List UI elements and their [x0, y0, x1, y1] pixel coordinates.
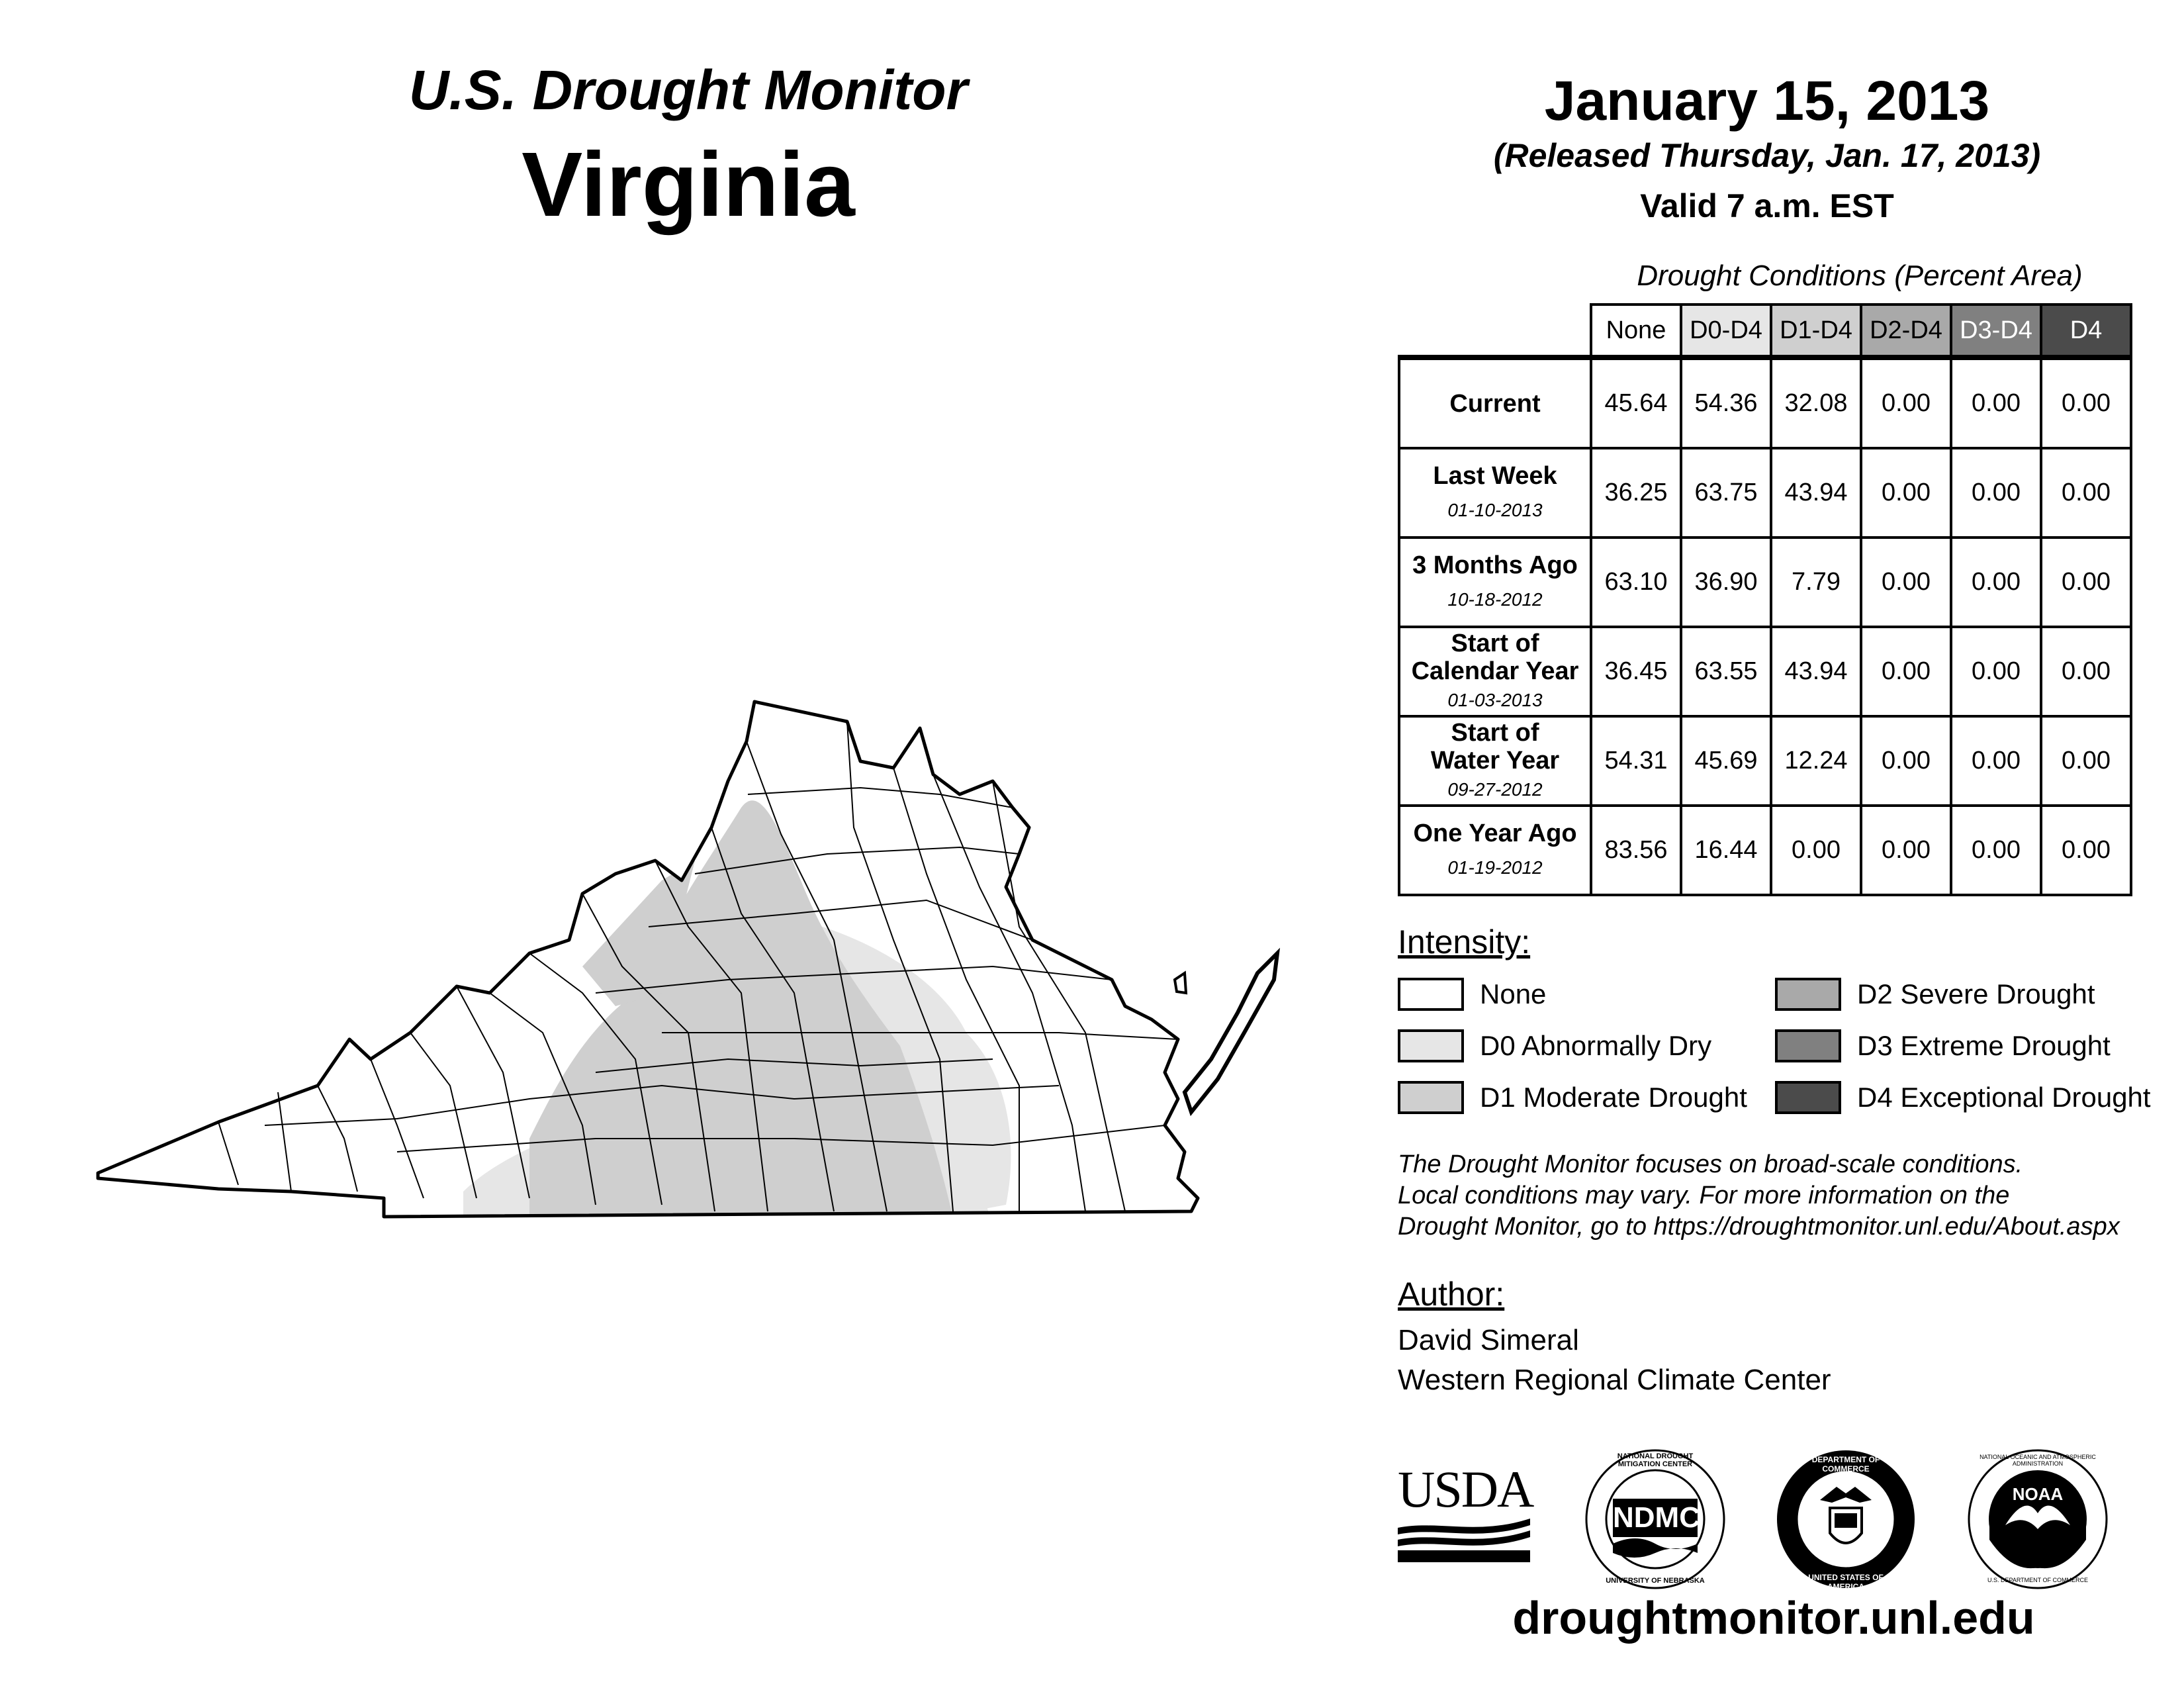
- column-header-d3-d4: D3-D4: [1951, 305, 2041, 357]
- island: [1175, 973, 1186, 993]
- table-header-row: [1399, 305, 2131, 357]
- row-date: 01-19-2012: [1447, 857, 1543, 878]
- valid-time: Valid 7 a.m. EST: [1640, 187, 1894, 224]
- row-label: Last Week 01-10-2013: [1399, 448, 1591, 538]
- map-title: Virginia: [522, 134, 855, 236]
- column-header-d4: D4: [2041, 305, 2131, 357]
- legend-label: D4 Exceptional Drought: [1857, 1082, 2151, 1113]
- table-cell: 0.00: [1771, 806, 1861, 895]
- table-cell: 63.55: [1681, 627, 1771, 716]
- table-cell: 0.00: [1861, 806, 1951, 895]
- table-cell: 36.90: [1681, 538, 1771, 627]
- row-date: 01-03-2013: [1447, 689, 1543, 710]
- map-date: January 15, 2013: [1544, 70, 1990, 132]
- legend-item-d4: [1775, 1079, 2151, 1116]
- table-corner: [1399, 305, 1591, 357]
- table-cell: 54.31: [1591, 716, 1681, 806]
- row-date: 10-18-2012: [1447, 588, 1543, 610]
- table-cell: 0.00: [2041, 716, 2131, 806]
- table-cell: 43.94: [1771, 448, 1861, 538]
- usda-logo: USDA: [1398, 1463, 1530, 1562]
- row-label: One Year Ago 01-19-2012: [1399, 806, 1591, 895]
- legend-label: D0 Abnormally Dry: [1480, 1030, 1712, 1061]
- legend-label: None: [1480, 978, 1547, 1009]
- author-name: David Simeral: [1398, 1324, 1579, 1356]
- drought-shading: [463, 800, 1011, 1225]
- table-cell: 7.79: [1771, 538, 1861, 627]
- table-cell: 12.24: [1771, 716, 1861, 806]
- table-cell: 0.00: [2041, 538, 2131, 627]
- ndmc-logo: NDMC NATIONAL DROUGHT MITIGATION CENTER UNIVERSITY OF NEBRASKA: [1583, 1447, 1727, 1591]
- table-cell: 36.25: [1591, 448, 1681, 538]
- table-cell: 0.00: [2041, 806, 2131, 895]
- column-header-d1-d4: D1-D4: [1771, 305, 1861, 357]
- legend-label: D3 Extreme Drought: [1857, 1030, 2111, 1061]
- legend-label: D1 Moderate Drought: [1480, 1082, 1747, 1113]
- table-row: [1399, 716, 2131, 806]
- table-cell: 0.00: [1951, 538, 2041, 627]
- table-cell: 0.00: [1951, 716, 2041, 806]
- table-cell: 45.69: [1681, 716, 1771, 806]
- table-cell: 32.08: [1771, 357, 1861, 448]
- table-cell: 0.00: [1861, 357, 1951, 448]
- author-organization: Western Regional Climate Center: [1398, 1364, 1831, 1396]
- about-link-text: Drought Monitor, go to https://droughtmonitor.unl.edu/About.aspx: [1398, 1213, 2120, 1241]
- legend-label: D2 Severe Drought: [1857, 978, 2095, 1009]
- table-caption: Drought Conditions (Percent Area): [1637, 259, 2083, 292]
- table-row: [1399, 627, 2131, 716]
- legend-swatch: [1398, 1029, 1464, 1062]
- table-cell: 0.00: [1951, 806, 2041, 895]
- column-header-d0-d4: D0-D4: [1681, 305, 1771, 357]
- table-cell: 0.00: [1951, 357, 2041, 448]
- table-cell: 0.00: [2041, 627, 2131, 716]
- row-label: 3 Months Ago 10-18-2012: [1399, 538, 1591, 627]
- noaa-logo: NOAA NATIONAL OCEANIC AND ATMOSPHERIC ADMINISTRATION U.S. DEPARTMENT OF COMMERCE: [1966, 1447, 2110, 1591]
- table-cell: 0.00: [2041, 448, 2131, 538]
- row-label: Start of Water Year 09-27-2012: [1399, 716, 1591, 806]
- row-date: 09-27-2012: [1447, 778, 1543, 800]
- table-cell: 0.00: [1951, 448, 2041, 538]
- website-url[interactable]: droughtmonitor.unl.edu: [1512, 1592, 2035, 1644]
- virginia-drought-map: [0, 0, 1324, 1324]
- legend-item-d1: [1398, 1079, 1747, 1116]
- legend-item-d3: [1775, 1027, 2111, 1064]
- eastern-shore: [1185, 953, 1277, 1112]
- table-cell: 0.00: [1861, 448, 1951, 538]
- row-label: Current: [1399, 357, 1591, 448]
- legend-swatch: [1775, 978, 1841, 1011]
- table-cell: 0.00: [1861, 538, 1951, 627]
- legend-swatch: [1775, 1029, 1841, 1062]
- legend-swatch: [1398, 1081, 1464, 1114]
- table-cell: 63.10: [1591, 538, 1681, 627]
- table-cell: 63.75: [1681, 448, 1771, 538]
- intensity-legend-title: Intensity:: [1398, 923, 1531, 961]
- table-cell: 0.00: [1861, 627, 1951, 716]
- table-cell: 16.44: [1681, 806, 1771, 895]
- legend-item-d0: [1398, 1027, 1711, 1064]
- table-row: [1399, 448, 2131, 538]
- legend-item-d2: [1775, 976, 2095, 1013]
- legend-swatch: [1398, 978, 1464, 1011]
- drought-conditions-table: [1398, 303, 2132, 896]
- department-of-commerce-seal: DEPARTMENT OF COMMERCE UNITED STATES OF AMERICA: [1774, 1447, 1918, 1591]
- row-label: Start of Calendar Year 01-03-2013: [1399, 627, 1591, 716]
- legend-item-none: [1398, 976, 1546, 1013]
- column-header-d2-d4: D2-D4: [1861, 305, 1951, 357]
- table-cell: 54.36: [1681, 357, 1771, 448]
- column-header-none: None: [1591, 305, 1681, 357]
- table-cell: 45.64: [1591, 357, 1681, 448]
- table-cell: 0.00: [1951, 627, 2041, 716]
- table-cell: 36.45: [1591, 627, 1681, 716]
- release-date: (Released Thursday, Jan. 17, 2013): [1493, 137, 2041, 174]
- legend-swatch: [1775, 1081, 1841, 1114]
- disclaimer-note: The Drought Monitor focuses on broad-scale conditions. Local conditions may vary. For more information on the Drought Monitor, go to https://droughtmonitor.unl.edu/About.aspx: [1398, 1149, 2159, 1243]
- table-row: [1399, 538, 2131, 627]
- table-cell: 0.00: [1861, 716, 1951, 806]
- map-subtitle: U.S. Drought Monitor: [408, 59, 968, 121]
- table-row: [1399, 357, 2131, 448]
- table-cell: 0.00: [2041, 357, 2131, 448]
- table-cell: 83.56: [1591, 806, 1681, 895]
- table-row: [1399, 806, 2131, 895]
- author-label: Author:: [1398, 1276, 1505, 1313]
- row-date: 01-10-2013: [1447, 499, 1543, 520]
- table-cell: 43.94: [1771, 627, 1861, 716]
